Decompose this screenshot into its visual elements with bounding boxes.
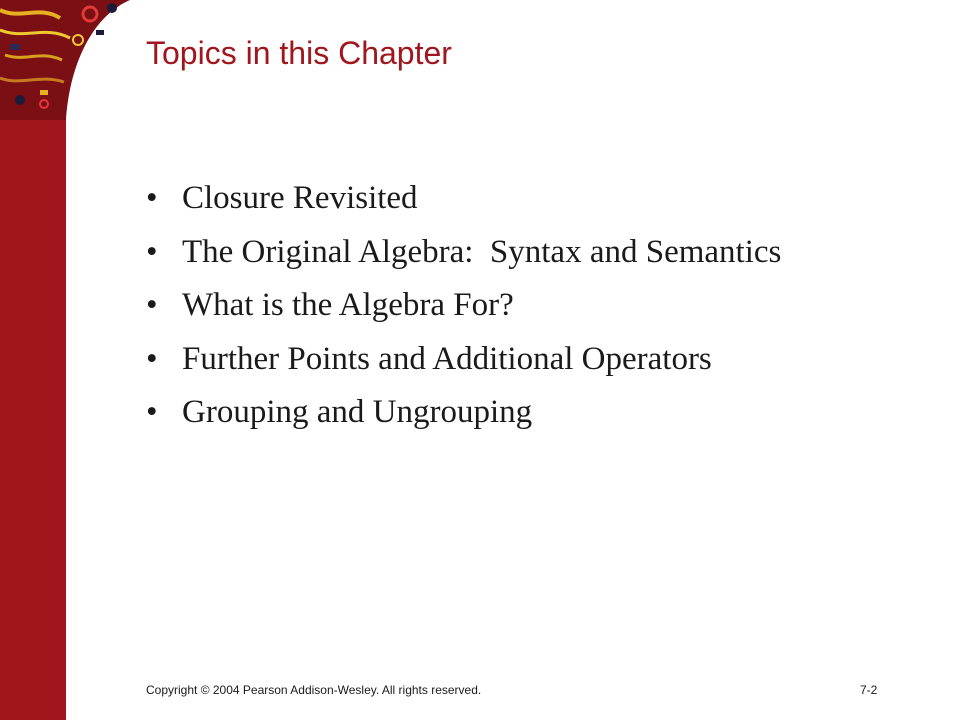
bullet-icon: •: [146, 394, 158, 430]
bullet-icon: •: [146, 287, 158, 323]
topic-list: [146, 176, 781, 444]
bullet-icon: •: [146, 233, 158, 270]
list-item: [146, 390, 781, 444]
topic-text: Closure Revisited: [182, 180, 418, 216]
page-number: 7-2: [860, 683, 878, 697]
topic-text: The Original Algebra: Syntax and Semantics: [182, 233, 782, 270]
corner-pattern-art: [0, 0, 130, 120]
list-item: [146, 283, 781, 337]
list-item: [146, 176, 781, 230]
slide-title: Topics in this Chapter: [146, 35, 452, 71]
copyright-notice: Copyright © 2004 Pearson Addison-Wesley. All rights reserved.: [146, 683, 482, 697]
list-item: [146, 337, 781, 391]
list-item: [146, 230, 781, 284]
topic-text: Further Points and Additional Operators: [182, 340, 712, 377]
topic-text: Grouping and Ungrouping: [182, 394, 533, 430]
bullet-icon: •: [146, 180, 158, 216]
bullet-icon: •: [146, 340, 158, 377]
topic-text: What is the Algebra For?: [182, 287, 514, 323]
